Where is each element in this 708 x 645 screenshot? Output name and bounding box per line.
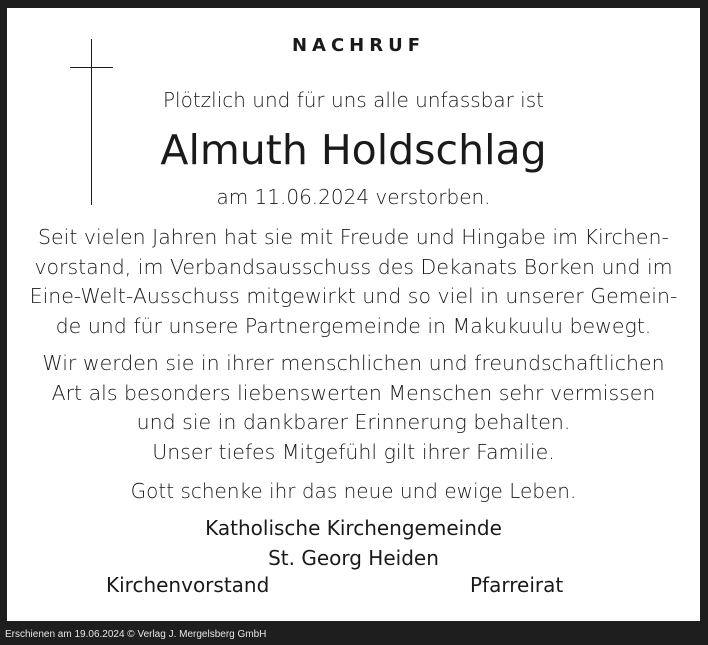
- paragraph-line: und sie in dankbarer Erinnerung behalten.: [136, 410, 571, 434]
- deceased-name: Almuth Holdschlag: [160, 126, 547, 174]
- paragraph-line: Wir werden sie in ihrer menschlichen und freundschaftlichen: [42, 351, 665, 375]
- signature-parish: Katholische Kirchengemeinde: [205, 516, 502, 540]
- date-of-death-line: am 11.06.2024 verstorben.: [216, 185, 491, 209]
- notice-heading: NACHRUF: [291, 35, 426, 56]
- paragraph-line: Eine-Welt-Ausschuss mitgewirkt und so viel in unserer Gemein-: [29, 284, 678, 308]
- signature-church-board: Kirchenvorstand: [106, 573, 270, 597]
- paragraph-tribute: [7, 223, 700, 341]
- paragraph-line: Art als besonders liebenswerten Menschen sehr vermissen: [51, 380, 656, 405]
- cross-horizontal-bar: [70, 67, 113, 68]
- publication-footer: Erschienen am 19.06.2024 © Verlag J. Mergelsberg GmbH: [5, 629, 267, 640]
- paragraph-line: Seit vielen Jahren hat sie mit Freude und Hingabe im Kirchen-: [38, 225, 669, 249]
- paragraph-line: Unser tiefes Mitgefühl gilt ihrer Familie.: [152, 439, 555, 464]
- intro-line: Plötzlich und für uns alle unfassbar ist: [162, 88, 545, 112]
- signature-parish-council: Pfarreirat: [470, 573, 564, 597]
- cross-vertical-bar: [91, 39, 92, 205]
- paragraph-line: vorstand, im Verbandsausschuss des Dekanats Borken und im: [34, 254, 673, 279]
- closing-blessing: Gott schenke ihr das neue und ewige Leben.: [130, 479, 577, 503]
- paragraph-line: de und für unsere Partnergemeinde in Makukuulu bewegt.: [55, 313, 652, 338]
- paragraph-remembrance: [7, 349, 700, 467]
- signature-church: St. Georg Heiden: [268, 546, 439, 570]
- obituary-card: [7, 8, 700, 621]
